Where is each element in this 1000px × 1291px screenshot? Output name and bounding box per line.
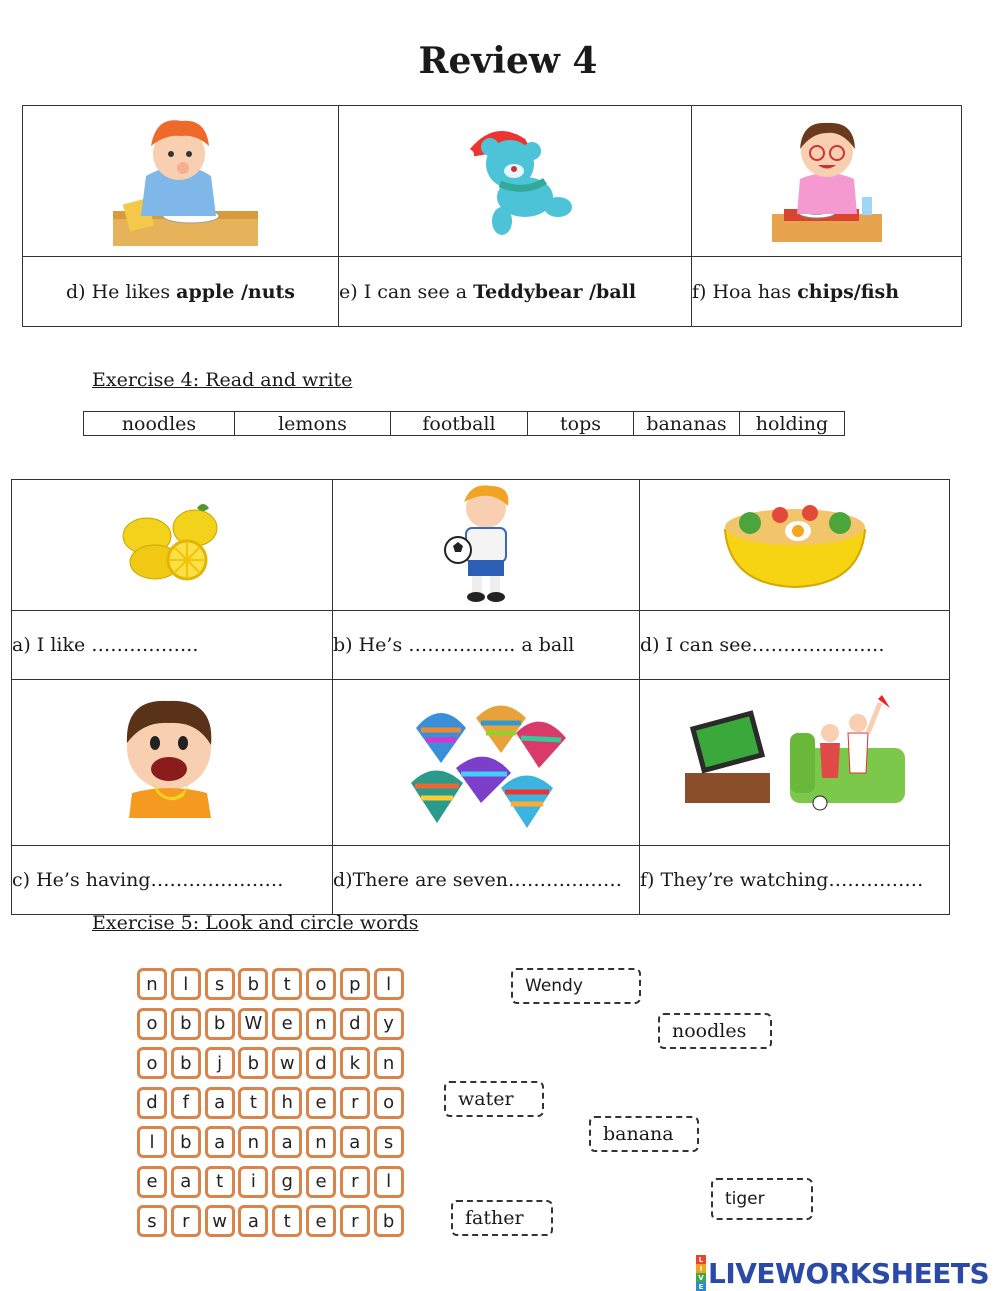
sentence-e bbox=[339, 257, 692, 327]
ex4-sentence-f[interactable]: f) They’re watching…………… bbox=[640, 846, 950, 915]
word-box-banana: banana bbox=[589, 1116, 699, 1152]
teddybear-icon bbox=[450, 119, 580, 239]
grid-letter-cell[interactable]: h bbox=[272, 1087, 302, 1119]
exercise4-table bbox=[11, 479, 950, 915]
grid-letter-cell[interactable]: i bbox=[238, 1166, 268, 1198]
grid-letter-cell[interactable]: b bbox=[374, 1205, 404, 1237]
grid-letter-cell[interactable]: t bbox=[272, 968, 302, 1000]
grid-letter-cell[interactable]: s bbox=[205, 968, 235, 1000]
lemons-image bbox=[12, 480, 333, 611]
grid-letter-cell[interactable]: l bbox=[374, 968, 404, 1000]
grid-letter-cell[interactable]: t bbox=[205, 1166, 235, 1198]
grid-letter-cell[interactable]: a bbox=[238, 1205, 268, 1237]
grid-letter-cell[interactable]: o bbox=[374, 1087, 404, 1119]
sentence-d bbox=[23, 257, 339, 327]
grid-letter-cell[interactable]: a bbox=[171, 1166, 201, 1198]
watching-football-image bbox=[640, 680, 950, 846]
grid-letter-cell[interactable]: t bbox=[272, 1205, 302, 1237]
grid-letter-cell[interactable]: b bbox=[171, 1126, 201, 1158]
word-bank-item: noodles bbox=[84, 412, 235, 436]
sentence-f bbox=[692, 257, 962, 327]
sentence-d-choice[interactable]: apple /nuts bbox=[176, 280, 295, 303]
grid-letter-cell[interactable]: t bbox=[238, 1087, 268, 1119]
sentence-e-choice[interactable]: Teddybear /ball bbox=[473, 280, 637, 303]
grid-letter-cell[interactable]: b bbox=[238, 968, 268, 1000]
tops-image bbox=[333, 680, 640, 846]
grid-letter-cell[interactable]: w bbox=[205, 1205, 235, 1237]
grid-letter-cell[interactable]: d bbox=[306, 1047, 336, 1079]
ex4-sentence-e[interactable]: d)There are seven……………… bbox=[333, 846, 640, 915]
grid-letter-cell[interactable]: n bbox=[374, 1047, 404, 1079]
word-box-tiger: tiger bbox=[711, 1178, 813, 1220]
grid-letter-cell[interactable]: b bbox=[238, 1047, 268, 1079]
top-table bbox=[22, 105, 962, 327]
girl-fish-image bbox=[692, 106, 962, 257]
word-bank-item: lemons bbox=[235, 412, 391, 436]
page-title: Review 4 bbox=[418, 40, 598, 82]
liveworksheets-logo bbox=[696, 1255, 989, 1291]
grid-letter-cell[interactable]: b bbox=[205, 1008, 235, 1040]
sentence-f-text: f) Hoa has bbox=[692, 280, 798, 303]
word-bank-item: bananas bbox=[634, 412, 740, 436]
grid-letter-cell[interactable]: d bbox=[137, 1087, 167, 1119]
boy-holding-ball-image bbox=[333, 480, 640, 611]
noodles-image bbox=[640, 480, 950, 611]
grid-letter-cell[interactable]: s bbox=[137, 1205, 167, 1237]
exercise4-title: Exercise 4: Read and write bbox=[92, 369, 353, 391]
grid-letter-cell[interactable]: n bbox=[306, 1008, 336, 1040]
grid-letter-cell[interactable]: o bbox=[306, 968, 336, 1000]
grid-letter-cell[interactable]: a bbox=[205, 1126, 235, 1158]
grid-letter-cell[interactable]: W bbox=[238, 1008, 268, 1040]
logo-text: LIVEWORKSHEETS bbox=[708, 1256, 990, 1290]
word-bank bbox=[83, 411, 845, 436]
watching-tv-icon bbox=[680, 693, 910, 828]
grid-letter-cell[interactable]: d bbox=[340, 1008, 370, 1040]
grid-letter-cell[interactable]: e bbox=[306, 1205, 336, 1237]
grid-letter-cell[interactable]: o bbox=[137, 1008, 167, 1040]
teddybear-image bbox=[339, 106, 692, 257]
grid-letter-cell[interactable]: n bbox=[238, 1126, 268, 1158]
grid-letter-cell[interactable]: r bbox=[340, 1205, 370, 1237]
grid-letter-cell[interactable]: a bbox=[272, 1126, 302, 1158]
grid-letter-cell[interactable]: p bbox=[340, 968, 370, 1000]
grid-letter-cell[interactable]: l bbox=[374, 1166, 404, 1198]
grid-letter-cell[interactable]: k bbox=[340, 1047, 370, 1079]
grid-letter-cell[interactable]: s bbox=[374, 1126, 404, 1158]
grid-letter-cell[interactable]: w bbox=[272, 1047, 302, 1079]
word-bank-item: holding bbox=[740, 412, 845, 436]
grid-letter-cell[interactable]: e bbox=[272, 1008, 302, 1040]
word-bank-item: football bbox=[391, 412, 528, 436]
grid-letter-cell[interactable]: g bbox=[272, 1166, 302, 1198]
grid-letter-cell[interactable]: j bbox=[205, 1047, 235, 1079]
logo-mark-icon: L I V E bbox=[696, 1255, 706, 1291]
word-box-father: father bbox=[451, 1200, 553, 1236]
sentence-f-choice[interactable]: chips/fish bbox=[797, 280, 900, 303]
grid-letter-cell[interactable]: b bbox=[171, 1047, 201, 1079]
boy-eating-image bbox=[23, 106, 339, 257]
ex4-sentence-b[interactable]: b) He’s …………….. a ball bbox=[333, 611, 640, 680]
grid-letter-cell[interactable]: r bbox=[171, 1205, 201, 1237]
boy-holding-ball-icon bbox=[436, 480, 536, 605]
grid-letter-cell[interactable]: r bbox=[340, 1087, 370, 1119]
word-box-water: water bbox=[444, 1081, 544, 1117]
ex4-sentence-a[interactable]: a) I like …………….. bbox=[12, 611, 333, 680]
exercise5-title: Exercise 5: Look and circle words bbox=[92, 912, 419, 934]
grid-letter-cell[interactable]: y bbox=[374, 1008, 404, 1040]
grid-letter-cell[interactable]: e bbox=[137, 1166, 167, 1198]
grid-letter-cell[interactable]: r bbox=[340, 1166, 370, 1198]
spinning-tops-icon bbox=[401, 688, 571, 833]
grid-letter-cell[interactable]: l bbox=[171, 968, 201, 1000]
girl-fish-icon bbox=[762, 109, 892, 249]
lemons-icon bbox=[117, 498, 227, 588]
grid-letter-cell[interactable]: n bbox=[137, 968, 167, 1000]
grid-letter-cell[interactable]: b bbox=[171, 1008, 201, 1040]
word-box-noodles: noodles bbox=[658, 1013, 772, 1049]
boy-eating-icon bbox=[101, 106, 261, 251]
grid-letter-cell[interactable]: a bbox=[205, 1087, 235, 1119]
grid-letter-cell[interactable]: e bbox=[306, 1087, 336, 1119]
ex4-sentence-c[interactable]: c) He’s having………………… bbox=[12, 846, 333, 915]
grid-letter-cell[interactable]: l bbox=[137, 1126, 167, 1158]
sentence-d-text: d) He likes bbox=[65, 280, 177, 303]
grid-letter-cell[interactable]: f bbox=[171, 1087, 201, 1119]
grid-letter-cell[interactable]: o bbox=[137, 1047, 167, 1079]
boy-eating-banana-icon bbox=[107, 693, 237, 828]
noodles-bowl-icon bbox=[720, 495, 870, 590]
word-bank-item: tops bbox=[528, 412, 634, 436]
boy-banana-image bbox=[12, 680, 333, 846]
grid-letter-cell[interactable]: n bbox=[306, 1126, 336, 1158]
ex4-sentence-d[interactable]: d) I can see………………… bbox=[640, 611, 950, 680]
word-box-wendy: Wendy bbox=[511, 968, 641, 1004]
grid-letter-cell[interactable]: a bbox=[340, 1126, 370, 1158]
sentence-e-text: e) I can see a bbox=[339, 280, 474, 303]
grid-letter-cell[interactable]: e bbox=[306, 1166, 336, 1198]
